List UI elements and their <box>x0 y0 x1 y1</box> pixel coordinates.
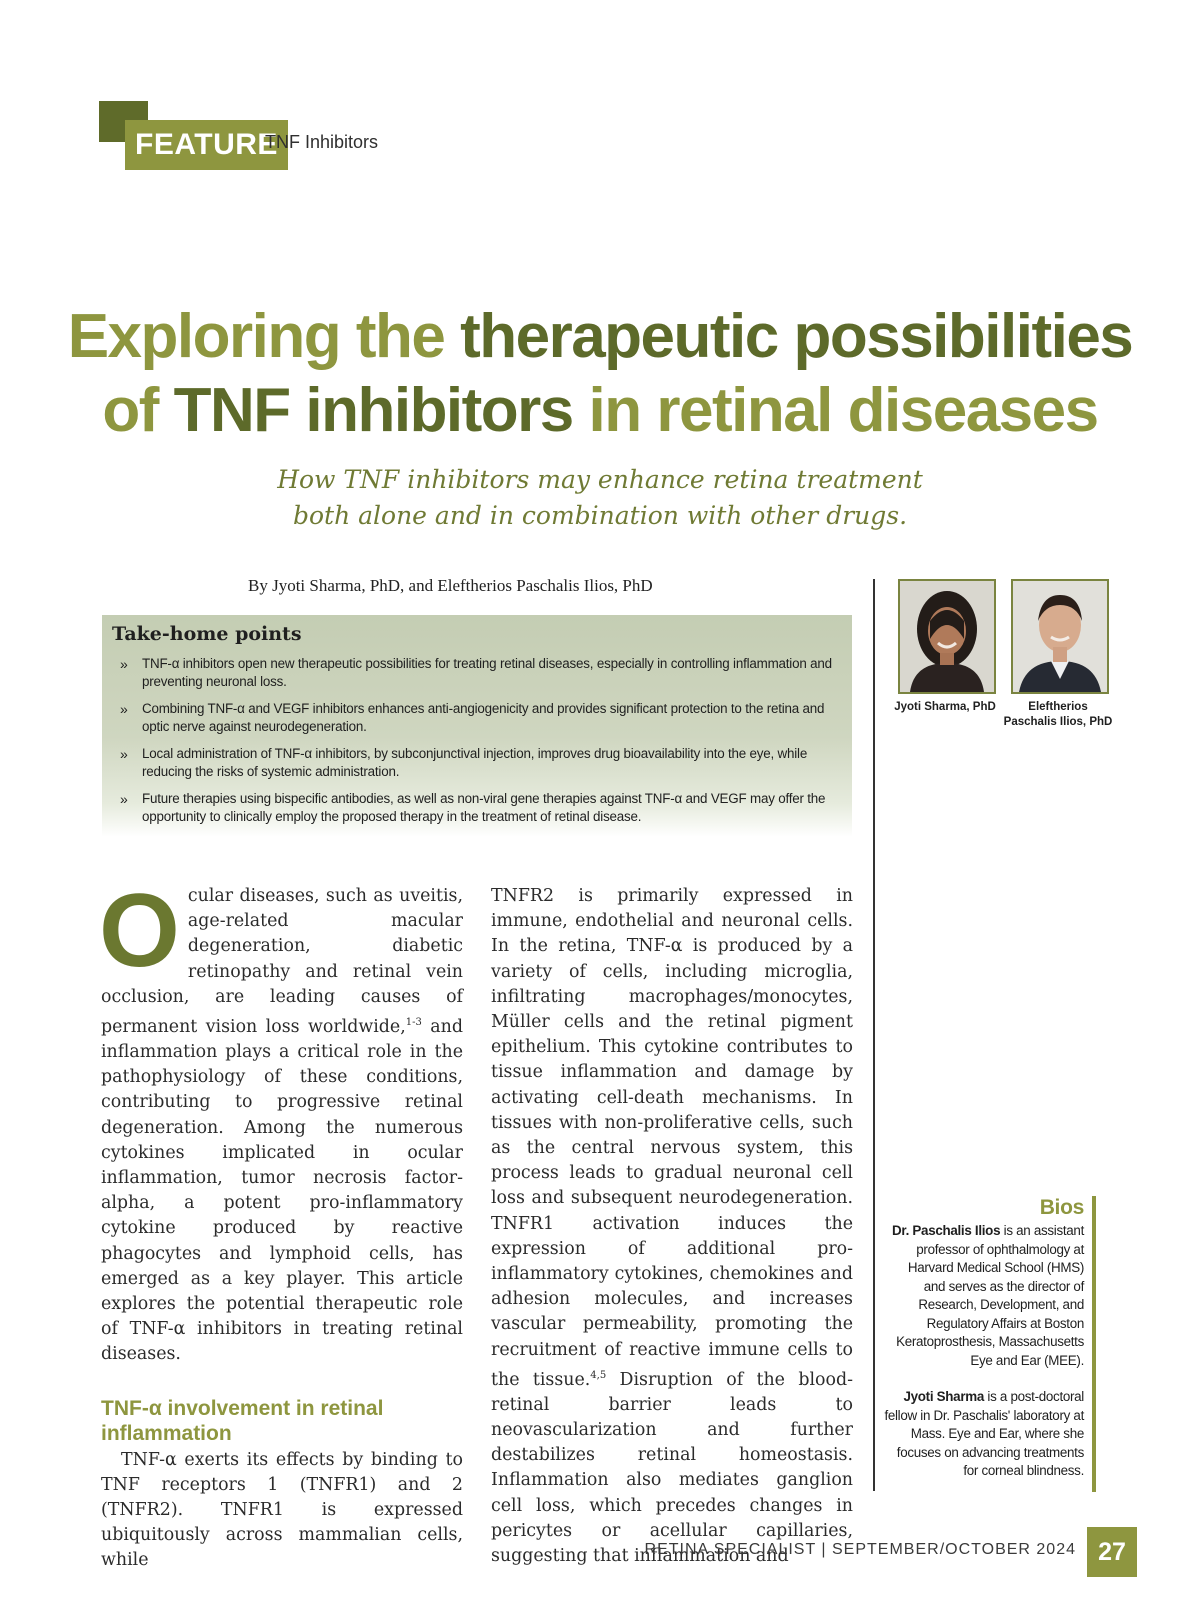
bio-name: Dr. Paschalis Ilios <box>892 1223 1001 1238</box>
section-subhead: TNF-α involvement in retinal inflammation <box>101 1396 384 1445</box>
list-item-text: Local administration of TNF-α inhibitors, by subconjunctival injection, improves drug bioavailability into the eye, while reducing the risks of systemic administration. <box>142 746 808 779</box>
bio-text: is an assistant professor of ophthalmology at Harvard Medical School (HMS) and serves as the director of Research, Development, and Regulatory Affairs at Boston Keratoprosthesis, Massachusetts Eye and Ear (MEE). <box>896 1223 1084 1368</box>
headline <box>40 300 1160 448</box>
list-item-text: Combining TNF-α and VEGF inhibitors enhances anti-angiogenicity and provides significant protection to the retina and optic nerve against neurodegeneration. <box>142 701 825 734</box>
list-item <box>120 700 840 736</box>
bullet-icon: » <box>120 701 128 717</box>
list-item <box>120 655 840 691</box>
footer-publication: RETINA SPECIALIST | SEPTEMBER/OCTOBER 2024 <box>644 1541 1076 1558</box>
headline-part: therapeutic possibilities <box>460 302 1133 371</box>
body-paragraph: TNF-α exerts its effects by binding to TNF receptors 1 (TNFR1) and 2 (TNFR2). TNFR1 is expressed ubiquitously across mammalian cells, while <box>101 1449 463 1571</box>
headline-part: Exploring the <box>67 302 461 371</box>
list-item-text: Future therapies using bispecific antibodies, as well as non-viral gene therapies against TNF-α and VEGF may offer the opportunity to clinically employ the proposed therapy in the treatment of retinal disease. <box>142 791 826 824</box>
author-photo-ilios <box>1011 579 1109 694</box>
body-paragraph <box>491 884 853 1569</box>
page-number: 27 <box>1087 1527 1137 1577</box>
list-item <box>120 745 840 781</box>
bullet-icon: » <box>120 656 128 672</box>
caption-line: Paschalis Ilios, PhD <box>1003 716 1113 728</box>
headline-part: of <box>102 376 174 445</box>
headline-part: in retinal diseases <box>572 376 1098 445</box>
reference-superscript: 4,5 <box>590 1369 607 1381</box>
takehome-box <box>102 615 852 837</box>
author-caption <box>1000 700 1116 730</box>
bullet-icon: » <box>120 746 128 762</box>
author-portrait-icon <box>900 581 994 692</box>
takehome-title: Take-home points <box>112 623 302 645</box>
list-item <box>120 790 840 826</box>
deck-line: How TNF inhibitors may enhance retina treatment <box>277 465 923 494</box>
bio-paragraph <box>884 1388 1084 1481</box>
column-divider <box>873 579 875 1491</box>
bios-rule <box>1092 1196 1096 1492</box>
caption-line: Eleftherios <box>1028 701 1088 713</box>
section-topic: TNF Inhibitors <box>265 132 379 152</box>
bullet-icon: » <box>120 791 128 807</box>
dropcap: O <box>99 873 180 989</box>
takehome-list <box>120 655 840 835</box>
body-text: and inflammation plays a critical role in the pathophysiology of these conditions, contributing to progressive retinal degeneration. Among the numerous cytokines implicated in ocular inflammation, tumor necrosis factor-alpha, a potent pro-inflammatory cytokine produced by reactive phagocytes and lymphoid cells, has emerged as a key player. This article explores the potential therapeutic role of TNF-α inhibitors in treating retinal diseases. <box>101 1016 463 1365</box>
deck <box>160 462 1040 534</box>
bios-box <box>884 1195 1084 1499</box>
body-column-1 <box>99 873 463 1574</box>
body-text: Disruption of the blood-retinal barrier leads to neovascularization and further destabilizes retinal homeostasis. Inflammation also mediates ganglion cell loss, which precedes changes in pericytes or acellular capillaries, suggesting that inflammation and <box>491 1369 853 1567</box>
headline-part: TNF inhibitors <box>173 376 573 445</box>
reference-superscript: 1-3 <box>405 1017 422 1029</box>
list-item-text: TNF-α inhibitors open new therapeutic possibilities for treating retinal diseases, especially in controlling inflammation and preventing neuronal loss. <box>142 656 832 689</box>
body-text: TNFR2 is primarily expressed in immune, endothelial and neuronal cells. In the retina, TNF-α is produced by a variety of cells, including microglia, infiltrating macrophages/monocytes, Müller cells and the retinal pigment epithelium. This cytokine contributes to tissue inflammation and damage by activating cell-death mechanisms. In tissues with non-proliferative cells, such as the central nervous system, this process leads to gradual neuronal cell loss and subsequent neurodegeneration. TNFR1 activation induces the expression of additional pro-inflammatory cytokines, chemokines and adhesion molecules, and increases vascular permeability, promoting the recruitment of reactive immune cells to the tissue. <box>491 886 853 1390</box>
deck-line: both alone and in combination with other drugs. <box>292 501 908 530</box>
body-text: cular diseases, such as uveitis, age-related macular degeneration, diabetic retinopathy and retinal vein occlusion, are leading causes of permanent vision loss worldwide, <box>101 886 463 1037</box>
author-portrait-icon <box>1013 581 1107 692</box>
bio-name: Jyoti Sharma <box>903 1389 984 1404</box>
feature-tag: FEATURE <box>125 120 288 170</box>
bio-text: is a post-doctoral fellow in Dr. Paschalis' laboratory at Mass. Eye and Ear, where she focuses on advancing treatments for corneal blindness. <box>884 1389 1084 1478</box>
author-caption: Jyoti Sharma, PhD <box>894 701 996 713</box>
author-photo-sharma <box>898 579 996 694</box>
bios-title: Bios <box>1039 1196 1084 1219</box>
bio-paragraph <box>884 1222 1084 1370</box>
body-paragraph <box>99 873 463 1368</box>
body-column-2 <box>491 884 853 1569</box>
byline: By Jyoti Sharma, PhD, and Eleftherios Paschalis Ilios, PhD <box>248 576 653 595</box>
